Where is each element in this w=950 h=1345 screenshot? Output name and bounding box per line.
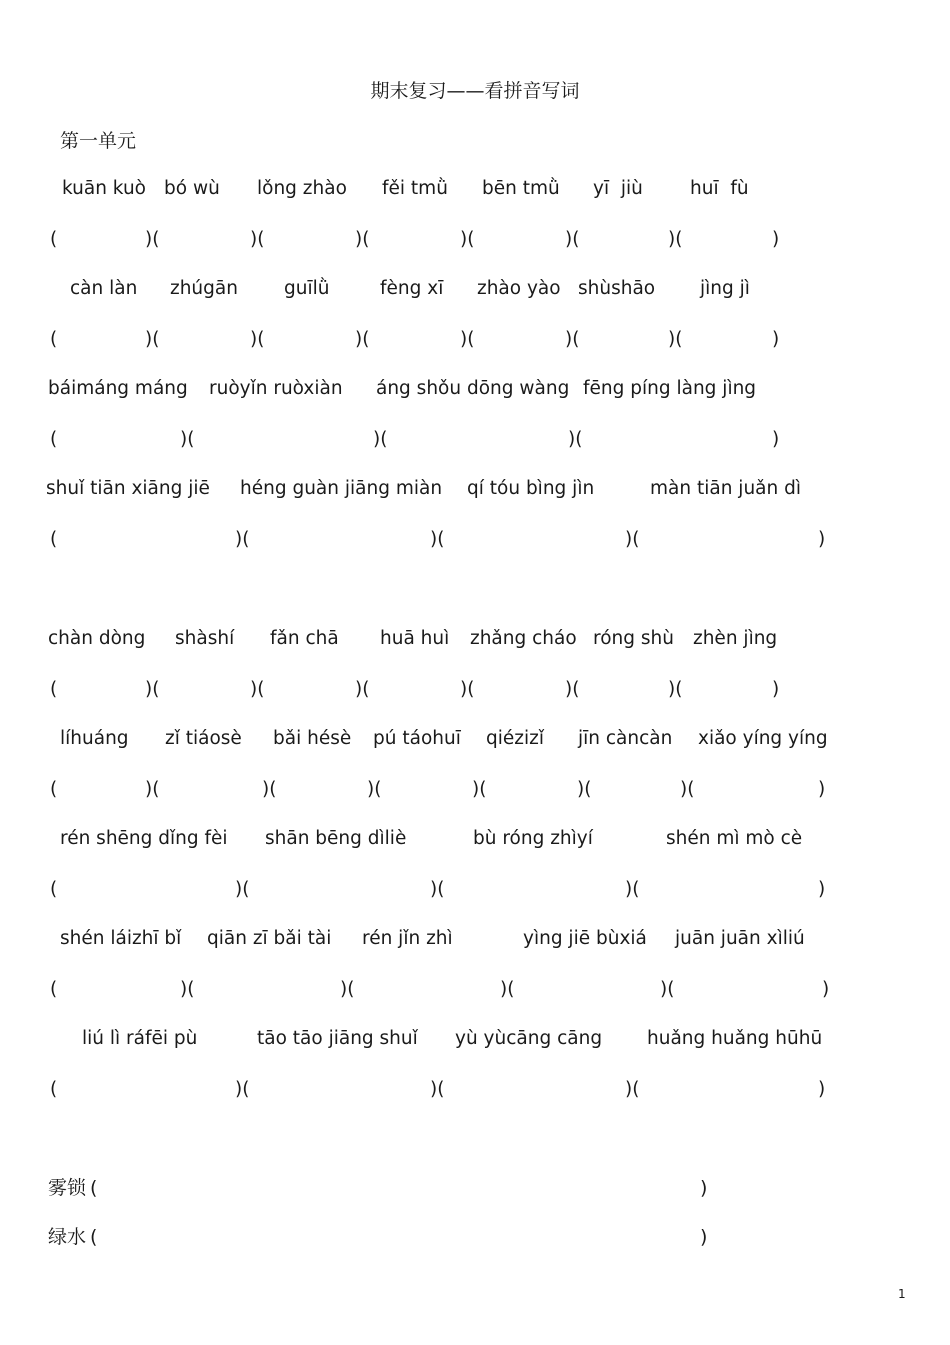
bracket-mark: )( (145, 679, 160, 700)
answer-bracket-row[interactable] (0, 877, 950, 903)
pinyin-item: càn làn (70, 278, 138, 299)
pinyin-item: lǒng zhào (257, 178, 347, 199)
pinyin-item: shén láizhī bǐ (60, 928, 182, 949)
pinyin-item: shén mì mò cè (666, 828, 803, 849)
pinyin-item: shàshí (175, 628, 235, 649)
answer-bracket-row[interactable] (0, 327, 950, 353)
pinyin-item: zhèn jìng (693, 628, 778, 649)
bracket-mark: )( (625, 529, 640, 550)
pinyin-item: huā huì (380, 628, 450, 649)
pinyin-item: bó wù (164, 178, 220, 199)
pinyin-item: huǎng huǎng hūhū (647, 1028, 823, 1049)
pinyin-item: yìng jiē bùxiá (523, 928, 647, 949)
pinyin-item: zǐ tiáosè (165, 728, 242, 749)
bracket-mark: ) (772, 329, 780, 350)
bracket-mark: ) (822, 979, 830, 1000)
bracket-mark: )( (180, 429, 195, 450)
page-number: 1 (898, 1287, 906, 1301)
pinyin-item: kuān kuò (62, 178, 146, 199)
bracket-mark: )( (680, 779, 695, 800)
bracket-mark: )( (235, 529, 250, 550)
unit-heading: 第一单元 (60, 130, 137, 152)
bracket-mark: )( (625, 879, 640, 900)
pinyin-item: zhǎng cháo (470, 628, 577, 649)
pinyin-row (0, 826, 950, 852)
pinyin-item: shuǐ tiān xiāng jiē (46, 478, 210, 499)
answer-bracket-row[interactable] (0, 677, 950, 703)
open-paren[interactable]: ( (90, 1177, 98, 1199)
pinyin-row (0, 276, 950, 302)
pinyin-item: bēn tmǜ (482, 178, 560, 199)
bracket-mark: )( (340, 979, 355, 1000)
bracket-mark: ( (50, 229, 58, 250)
bracket-mark: ) (772, 229, 780, 250)
bracket-mark: )( (235, 879, 250, 900)
pinyin-row (0, 626, 950, 652)
pinyin-row (0, 476, 950, 502)
bracket-mark: )( (355, 229, 370, 250)
bracket-mark: )( (668, 229, 683, 250)
bracket-mark: )( (145, 779, 160, 800)
pinyin-item: yù yùcāng cāng (455, 1028, 603, 1049)
bracket-mark: )( (565, 229, 580, 250)
bracket-mark: )( (430, 879, 445, 900)
bracket-mark: )( (250, 229, 265, 250)
pinyin-item: pú táohuī (373, 728, 461, 749)
pinyin-item: áng shǒu dōng wàng (376, 378, 570, 399)
pinyin-item: jìng jì (700, 278, 750, 299)
bracket-mark: )( (373, 429, 388, 450)
bracket-mark: )( (472, 779, 487, 800)
pinyin-item: juān juān xìliú (675, 928, 805, 949)
bracket-mark: )( (565, 329, 580, 350)
pinyin-row (0, 1026, 950, 1052)
page-title: 期末复习——看拼音写词 (370, 80, 580, 102)
bracket-mark: )( (625, 1079, 640, 1100)
bracket-mark: ) (772, 679, 780, 700)
pinyin-item: zhúgān (170, 278, 238, 299)
pinyin-row (0, 376, 950, 402)
fill-word: 雾锁 (48, 1177, 87, 1199)
pinyin-item: báimáng máng (48, 378, 188, 399)
bracket-mark: )( (355, 679, 370, 700)
pinyin-item: ruòyǐn ruòxiàn (209, 378, 343, 399)
close-paren: ) (700, 1226, 708, 1248)
bracket-mark: )( (577, 779, 592, 800)
pinyin-item: fèng xī (380, 278, 444, 299)
bracket-mark: )( (460, 229, 475, 250)
pinyin-item: líhuáng (60, 728, 129, 749)
bracket-mark: )( (250, 679, 265, 700)
bracket-mark: )( (668, 679, 683, 700)
answer-bracket-row[interactable] (0, 977, 950, 1003)
bracket-mark: )( (367, 779, 382, 800)
pinyin-item: zhào yào (477, 278, 561, 299)
pinyin-item: xiǎo yíng yíng (698, 728, 828, 749)
pinyin-item: qiān zī bǎi tài (207, 928, 332, 949)
bracket-mark: )( (568, 429, 583, 450)
pinyin-item: jīn càncàn (578, 728, 673, 749)
pinyin-row (0, 726, 950, 752)
close-paren: ) (700, 1177, 708, 1199)
open-paren[interactable]: ( (90, 1226, 98, 1248)
pinyin-item: shān bēng dìliè (265, 828, 407, 849)
pinyin-row (0, 176, 950, 202)
answer-bracket-row[interactable] (0, 777, 950, 803)
pinyin-item: róng shù (593, 628, 674, 649)
bracket-mark: ( (50, 679, 58, 700)
bracket-mark: )( (355, 329, 370, 350)
pinyin-item: liú lì ráfēi pù (82, 1028, 198, 1049)
bracket-mark: ( (50, 529, 58, 550)
bracket-mark: )( (250, 329, 265, 350)
answer-bracket-row[interactable] (0, 527, 950, 553)
pinyin-item: fēng píng làng jìng (583, 378, 757, 399)
bracket-mark: ) (772, 429, 780, 450)
bracket-mark: )( (668, 329, 683, 350)
bracket-mark: ) (818, 779, 826, 800)
answer-bracket-row[interactable] (0, 1077, 950, 1103)
bracket-mark: )( (145, 329, 160, 350)
pinyin-item: shùshāo (578, 278, 656, 299)
bracket-mark: )( (180, 979, 195, 1000)
pinyin-row (0, 926, 950, 952)
pinyin-item: màn tiān juǎn dì (650, 478, 801, 499)
pinyin-item: rén jǐn zhì (362, 928, 453, 949)
bracket-mark: )( (430, 529, 445, 550)
bracket-mark: )( (660, 979, 675, 1000)
pinyin-item: fěi tmǜ (382, 178, 448, 199)
bracket-mark: ( (50, 429, 58, 450)
bracket-mark: ( (50, 979, 58, 1000)
bracket-mark: )( (262, 779, 277, 800)
pinyin-item: rén shēng dǐng fèi (60, 828, 228, 849)
pinyin-item: fǎn chā (270, 628, 339, 649)
bracket-mark: )( (460, 329, 475, 350)
pinyin-item: chàn dòng (48, 628, 146, 649)
bracket-mark: )( (235, 1079, 250, 1100)
pinyin-item: bù róng zhìyí (473, 828, 593, 849)
bracket-mark: ( (50, 1079, 58, 1100)
bracket-mark: ( (50, 329, 58, 350)
bracket-mark: )( (430, 1079, 445, 1100)
bracket-mark: ) (818, 879, 826, 900)
bracket-mark: )( (565, 679, 580, 700)
pinyin-item: yī jiù (593, 178, 643, 199)
bracket-mark: ( (50, 879, 58, 900)
pinyin-item: bǎi hésè (273, 728, 352, 749)
pinyin-item: qí tóu bìng jìn (467, 478, 595, 499)
answer-bracket-row[interactable] (0, 227, 950, 253)
answer-bracket-row[interactable] (0, 427, 950, 453)
bracket-mark: ) (818, 1079, 826, 1100)
bracket-mark: ) (818, 529, 826, 550)
bracket-mark: ( (50, 779, 58, 800)
bracket-mark: )( (460, 679, 475, 700)
pinyin-item: qiézizǐ (486, 728, 544, 749)
pinyin-item: héng guàn jiāng miàn (240, 478, 443, 499)
pinyin-item: huī fù (690, 178, 749, 199)
pinyin-item: guīlǜ (284, 278, 330, 299)
pinyin-item: tāo tāo jiāng shuǐ (257, 1028, 418, 1049)
bracket-mark: )( (145, 229, 160, 250)
bracket-mark: )( (500, 979, 515, 1000)
fill-word: 绿水 (48, 1226, 87, 1248)
